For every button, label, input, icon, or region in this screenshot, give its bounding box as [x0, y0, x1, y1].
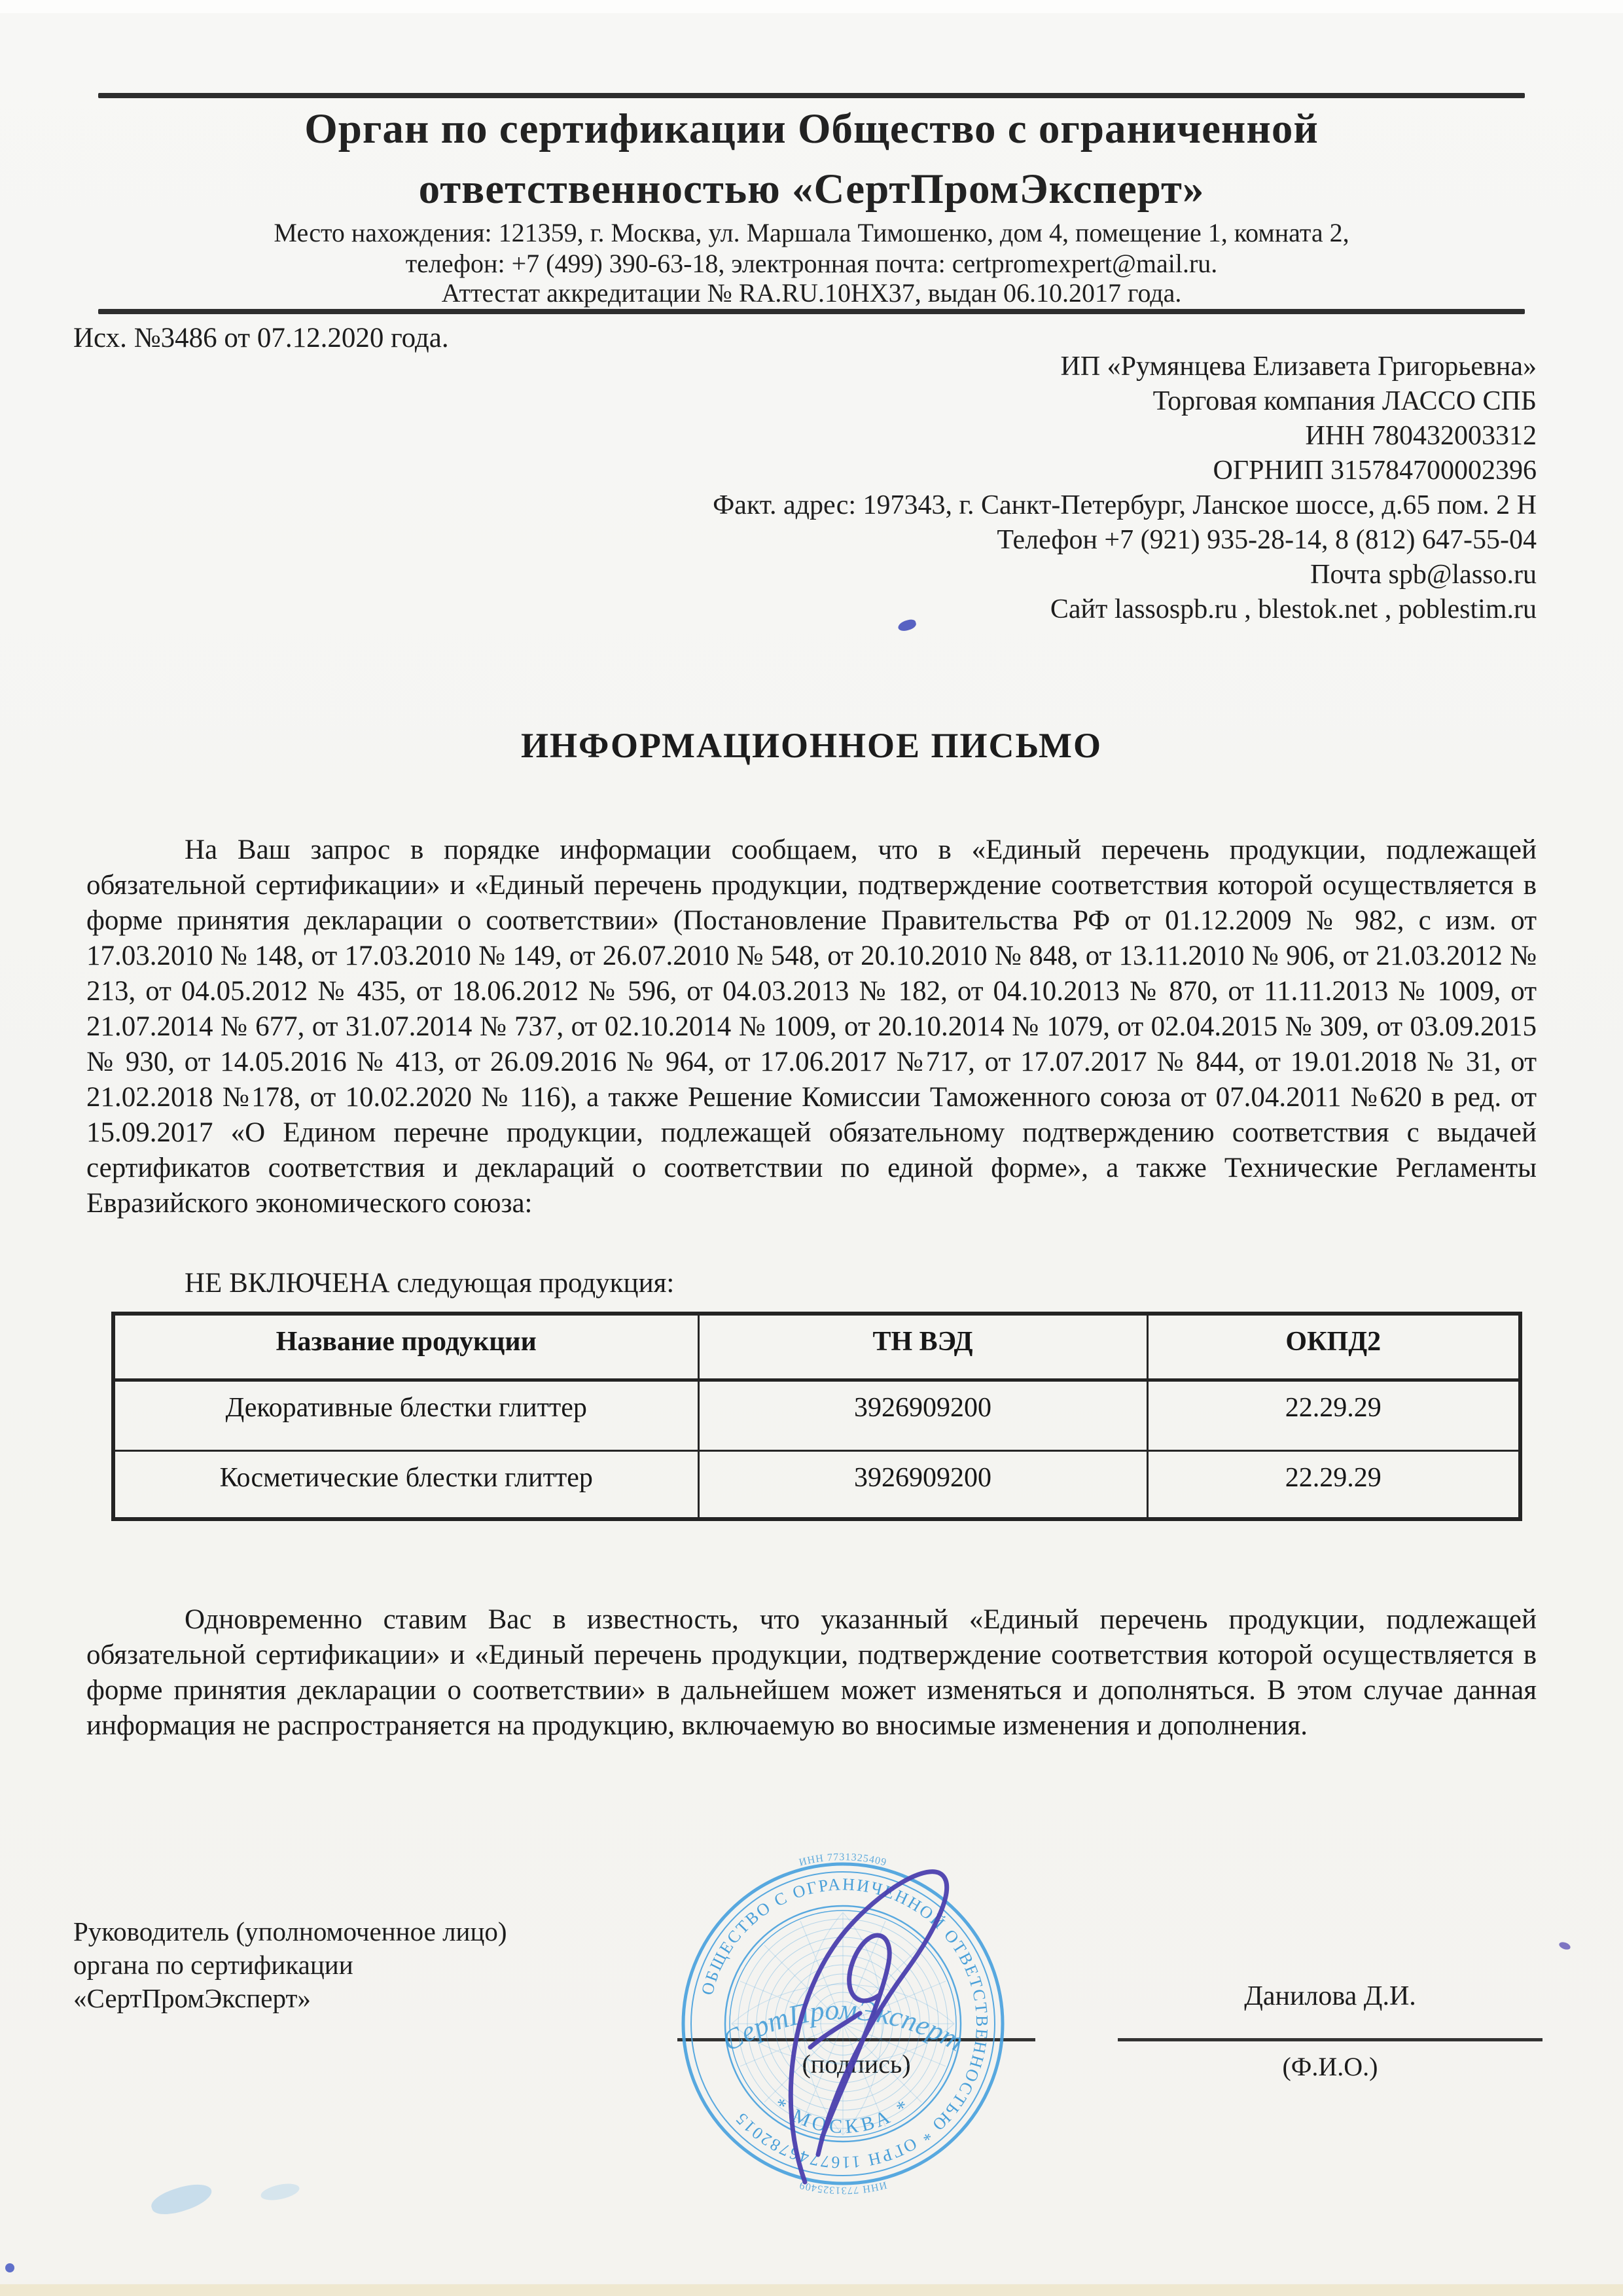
products-table — [111, 1312, 1522, 1521]
scan-top-band — [0, 0, 1623, 13]
signer-name: Данилова Д.И. — [1244, 1981, 1416, 2011]
stamp-inn-text: ИНН 7731325409 — [798, 1852, 888, 1869]
company-stamp — [671, 1852, 1014, 2195]
letterhead-accreditation-line: Аттестат аккредитации № RA.RU.10НХ37, выдан 06.10.2017 года. — [441, 278, 1182, 308]
org-title-line1: Орган по сертификации Общество с ограниченной — [304, 105, 1319, 152]
scan-bottom-band — [0, 2284, 1623, 2296]
recipient-block — [713, 350, 1537, 627]
recipient-phone: Телефон +7 (921) 935-28-14, 8 (812) 647-55-04 — [997, 525, 1537, 555]
table-header-row — [113, 1314, 1520, 1380]
letterhead-contact-line: телефон: +7 (499) 390-63-18, электронная почта: certpromexpert@mail.ru. — [405, 249, 1218, 278]
paragraph-2: Одновременно ставим Вас в известность, что указанный «Единый перечень продукции, подлежащей обязательной сертификации» и «Единый перечень продукции, подтверждение соответствия которой осуществляется в форме принятия декларации о соответствии» в дальнейшем может изменяться и дополняться. В этом случае данная информация не распространяется на продукцию, включаемую во вносимые изменения и дополнения. — [86, 1604, 1537, 1741]
cell-okpd2: 22.29.29 — [1147, 1450, 1520, 1519]
cell-okpd2: 22.29.29 — [1147, 1380, 1520, 1450]
signer-title-line2: органа по сертификации — [73, 1950, 353, 1980]
signer-title-line3: «СертПромЭксперт» — [73, 1983, 311, 2013]
signature-caption: (подпись) — [802, 2049, 911, 2079]
scan-smudge — [5, 2263, 14, 2272]
letterhead-address-line: Место нахождения: 121359, г. Москва, ул. Маршала Тимошенко, дом 4, помещение 1, комната 2, — [274, 218, 1349, 247]
paragraph-1: На Ваш запрос в порядке информации сообщаем, что в «Единый перечень продукции, подлежащей обязательной сертификации» и «Единый перечень продукции, подтверждение соответствия которой осуществляется в форме принятия декларации о соответствии» (Постановление Правительства РФ от 01.12.2009 № 982, с изм. от 17.03.2010 № 148, от 17.03.2010 № 149, от 26.07.2010 № 548, от 20.10.2010 № 848, от 13.11.2010 № 906, от 21.03.2012 № 213, от 04.05.2012 № 435, от 18.06.2012 № 596, от 04.03.2013 № 182, от 04.10.2013 № 870, от 11.11.2013 № 1009, от 21.07.2014 № 677, от 31.07.2014 № 737, от 02.10.2014 № 1009, от 20.10.2014 № 1079, от 02.04.2015 № 309, от 03.09.2015 № 930, от 14.05.2016 № 413, от 26.09.2016 № 964, от 17.06.2017 №717, от 17.07.2017 № 844, от 19.01.2018 № 31, от 21.02.2018 №178, от 10.02.2020 № 116), а также Решение Комиссии Таможенного союза от 07.04.2011 №620 в ред. от 15.09.2017 «О Едином перечне продукции, подлежащей обязательному подтверждению соответствия с выдачей сертификатов соответствия и деклараций о соответствии по единой форме», а также Технические Регламенты Евразийского экономического союза: — [86, 834, 1537, 1219]
outgoing-reference: Исх. №3486 от 07.12.2020 года. — [73, 323, 449, 353]
stamp-ring-text: ОБЩЕСТВО С ОГРАНИЧЕННОЙ ОТВЕТСТВЕННОСТЬЮ * ОГРН 1167746782015 — [697, 1874, 992, 2172]
scan-smudge — [259, 2181, 300, 2203]
not-included-line: НЕ ВКЛЮЧЕНА следующая продукция: — [185, 1268, 675, 1299]
letterhead-bottom-rule — [98, 309, 1525, 314]
header-tn-ved: ТН ВЭД — [698, 1314, 1147, 1380]
fio-line — [1118, 2038, 1543, 2041]
recipient-ogrnip: ОГРНИП 315784700002396 — [1213, 456, 1537, 486]
letterhead-top-rule — [98, 93, 1525, 98]
cell-tn-ved: 3926909200 — [698, 1380, 1147, 1450]
org-title-line2: ответственностью «СертПромЭксперт» — [418, 166, 1205, 213]
recipient-inn: ИНН 780432003312 — [1305, 421, 1537, 451]
recipient-address: Факт. адрес: 197343, г. Санкт-Петербург, Ланское шоссе, д.65 пом. 2 Н — [713, 490, 1537, 520]
signer-title-block — [73, 1915, 507, 2015]
recipient-name: ИП «Румянцева Елизавета Григорьевна» — [1060, 351, 1537, 382]
signer-title-line1: Руководитель (уполномоченное лицо) — [73, 1916, 507, 1946]
letter-title: ИНФОРМАЦИОННОЕ ПИСЬМО — [520, 726, 1103, 765]
stamp-city-text: * МОСКВА * — [770, 2093, 916, 2138]
scan-smudge — [149, 2178, 215, 2220]
pen-mark — [1558, 1941, 1571, 1951]
recipient-email: Почта spb@lasso.ru — [1310, 560, 1537, 590]
recipient-websites: Сайт lassospb.ru , blestok.net , poblestim.ru — [1050, 594, 1537, 624]
table-row — [113, 1380, 1520, 1450]
header-okpd2: ОКПД2 — [1147, 1314, 1520, 1380]
fio-caption: (Ф.И.О.) — [1282, 2052, 1378, 2081]
table-row — [113, 1450, 1520, 1519]
stamp-center-text: «СертПромЭксперт» — [717, 1993, 969, 2058]
cell-product-name: Косметические блестки глиттер — [113, 1450, 698, 1519]
stamp-inn-text: ИНН 7731325409 — [798, 2179, 888, 2195]
cell-product-name: Декоративные блестки глиттер — [113, 1380, 698, 1450]
cell-tn-ved: 3926909200 — [698, 1450, 1147, 1519]
recipient-company: Торговая компания ЛАССО СПБ — [1152, 386, 1537, 416]
header-product-name: Название продукции — [113, 1314, 698, 1380]
